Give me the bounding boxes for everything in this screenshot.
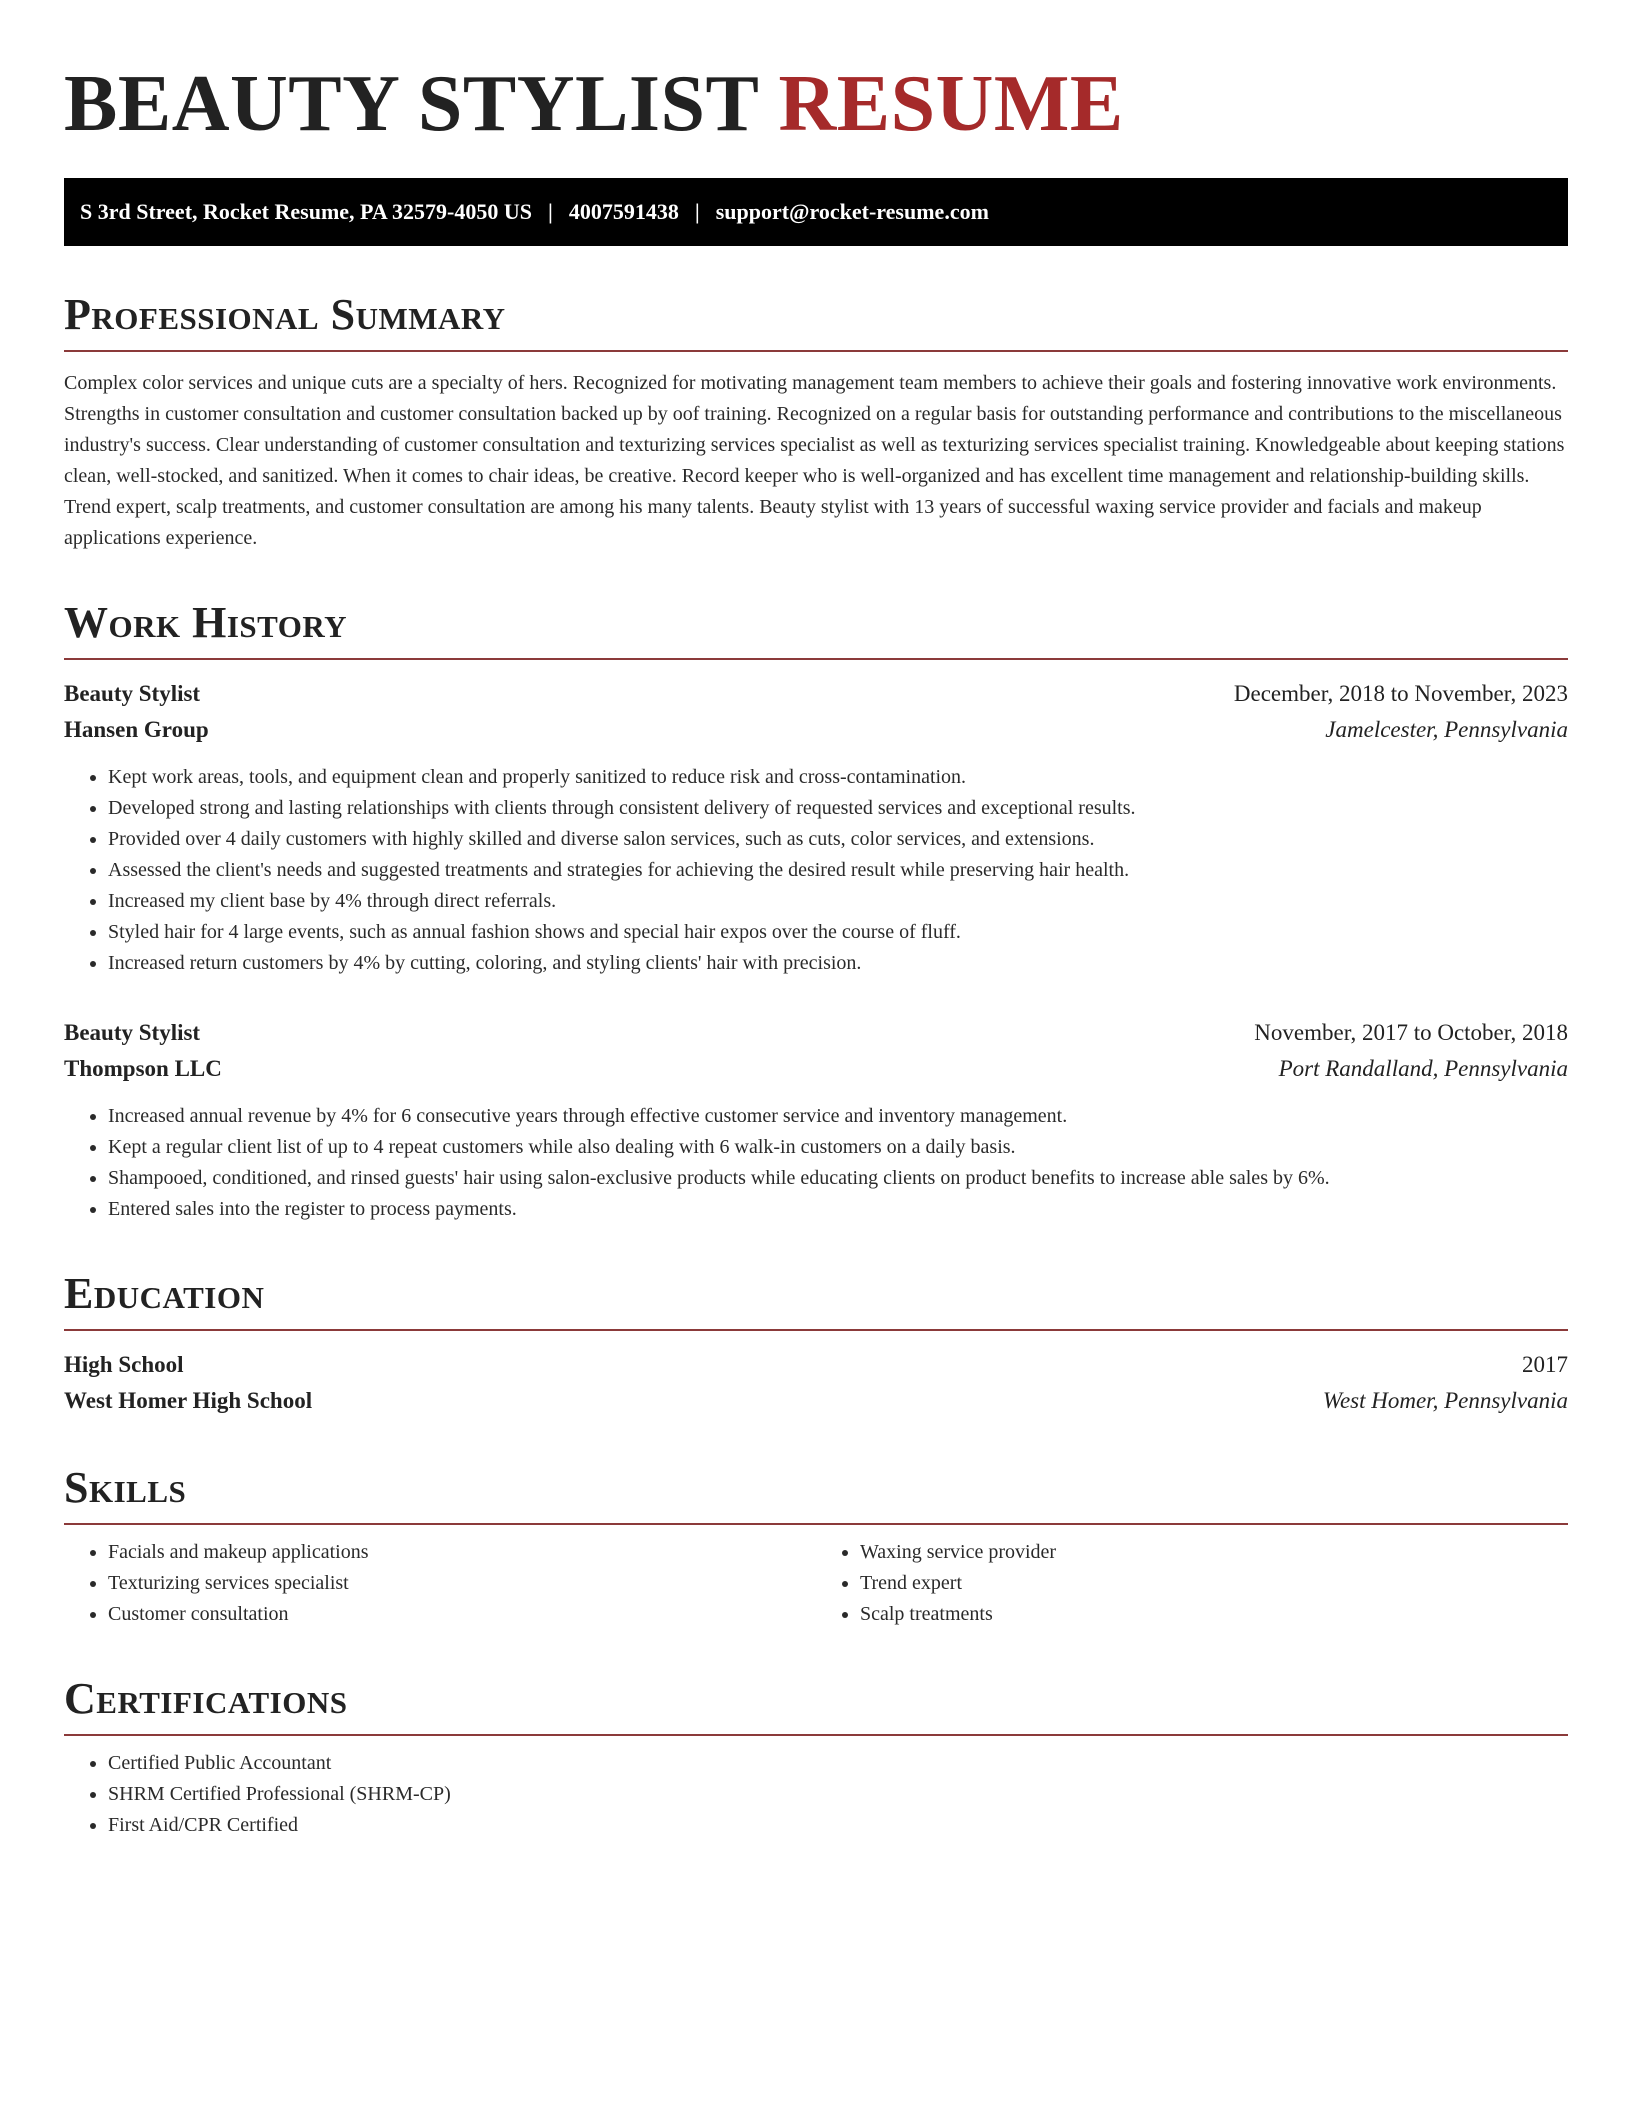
job-dates: November, 2017 to October, 2018 (1254, 1020, 1568, 1045)
job-title-row (64, 1015, 1568, 1051)
job-title-row (64, 676, 1568, 712)
job-bullets (64, 762, 1568, 979)
list-item: • Increased annual revenue by 4% for 6 consecutive years through effective customer service and inventory management. (108, 1101, 1568, 1132)
education-school-row (64, 1383, 1568, 1419)
skill-item: • Trend expert (860, 1568, 1568, 1599)
list-item: • Developed strong and lasting relationships with clients through consistent delivery of requested services and exceptional results. (108, 793, 1568, 824)
job-dates: December, 2018 to November, 2023 (1233, 681, 1568, 706)
skill-item: • Texturizing services specialist (108, 1568, 816, 1599)
job-entry (64, 676, 1568, 979)
job-title: Beauty Stylist (64, 1020, 201, 1045)
skill-item: • Customer consultation (108, 1599, 816, 1630)
contact-address: S 3rd Street, Rocket Resume, PA 32579-4050 US (80, 199, 532, 224)
contact-bar (64, 178, 1568, 246)
contact-email: support@rocket-resume.com (715, 199, 989, 224)
skill-item: • Facials and makeup applications (108, 1537, 816, 1568)
job-company-row (64, 1051, 1568, 1087)
list-item: • Assessed the client's needs and suggested treatments and strategies for achieving the desired result while preserving hair health. (108, 855, 1568, 886)
list-item: • Styled hair for 4 large events, such as annual fashion shows and special hair expos over the course of fluff. (108, 917, 1568, 948)
list-item: • Shampooed, conditioned, and rinsed guests' hair using salon-exclusive products while educating clients on product benefits to increase able sales by 6%. (108, 1163, 1568, 1194)
education-section (64, 1269, 1568, 1419)
certification-item: • SHRM Certified Professional (SHRM-CP) (108, 1779, 1568, 1810)
resume-title (64, 58, 1568, 150)
certifications-section (64, 1674, 1568, 1841)
contact-separator: | (694, 199, 700, 224)
certifications-list (64, 1748, 1568, 1841)
resume-title-accent: RESUME (778, 60, 1124, 148)
job-location: Jamelcester, Pennsylvania (1325, 717, 1568, 742)
job-entry (64, 1015, 1568, 1225)
section-heading: Skills (64, 1463, 1568, 1525)
section-heading: Professional Summary (64, 290, 1568, 352)
contact-phone: 4007591438 (568, 199, 679, 224)
education-degree: High School (64, 1352, 184, 1377)
certification-item: • Certified Public Accountant (108, 1748, 1568, 1779)
list-item: • Increased return customers by 4% by cutting, coloring, and styling clients' hair with precision. (108, 948, 1568, 979)
education-year: 2017 (1522, 1352, 1568, 1377)
certification-item: • First Aid/CPR Certified (108, 1810, 1568, 1841)
contact-separator: | (547, 199, 553, 224)
job-title: Beauty Stylist (64, 681, 201, 706)
job-company-row (64, 712, 1568, 748)
skill-item: • Scalp treatments (860, 1599, 1568, 1630)
skill-item: • Waxing service provider (860, 1537, 1568, 1568)
list-item: • Increased my client base by 4% through direct referrals. (108, 886, 1568, 917)
work-history-section (64, 598, 1568, 1225)
skills-column-right (816, 1537, 1568, 1630)
job-company: Thompson LLC (64, 1056, 222, 1081)
job-bullets (64, 1101, 1568, 1225)
section-heading: Certifications (64, 1674, 1568, 1736)
section-heading: Education (64, 1269, 1568, 1331)
skills-section (64, 1463, 1568, 1630)
section-heading: Work History (64, 598, 1568, 660)
skills-column-left (64, 1537, 816, 1630)
professional-summary-section (64, 290, 1568, 554)
education-entry (64, 1347, 1568, 1419)
job-company: Hansen Group (64, 717, 209, 742)
list-item: • Kept work areas, tools, and equipment clean and properly sanitized to reduce risk and cross-contamination. (108, 762, 1568, 793)
education-degree-row (64, 1347, 1568, 1383)
list-item: • Provided over 4 daily customers with highly skilled and diverse salon services, such as cuts, color services, and extensions. (108, 824, 1568, 855)
job-location: Port Randalland, Pennsylvania (1278, 1056, 1568, 1081)
education-school: West Homer High School (64, 1388, 313, 1413)
summary-text: Complex color services and unique cuts are a specialty of hers. Recognized for motivating management team members to achieve their goals and fostering innovative work environments. Strengths in customer consultation and customer consultation backed up by oof training. Recognized on a regular basis for outstanding performance and contributions to the miscellaneous industry's success. Clear understanding of customer consultation and texturizing services specialist as well as texturizing services specialist training. Knowledgeable about keeping stations clean, well-stocked, and sanitized. When it comes to chair ideas, be creative. Record keeper who is well-organized and has excellent time management and relationship-building skills. Trend expert, scalp treatments, and customer consultation are among his many talents. Beauty stylist with 13 years of successful waxing service provider and facials and makeup applications experience. (64, 372, 1565, 549)
resume-title-main: BEAUTY STYLIST (64, 60, 758, 148)
list-item: • Entered sales into the register to process payments. (108, 1194, 1568, 1225)
skills-grid (64, 1537, 1568, 1630)
education-location: West Homer, Pennsylvania (1322, 1388, 1568, 1413)
list-item: • Kept a regular client list of up to 4 repeat customers while also dealing with 6 walk-in customers on a daily basis. (108, 1132, 1568, 1163)
